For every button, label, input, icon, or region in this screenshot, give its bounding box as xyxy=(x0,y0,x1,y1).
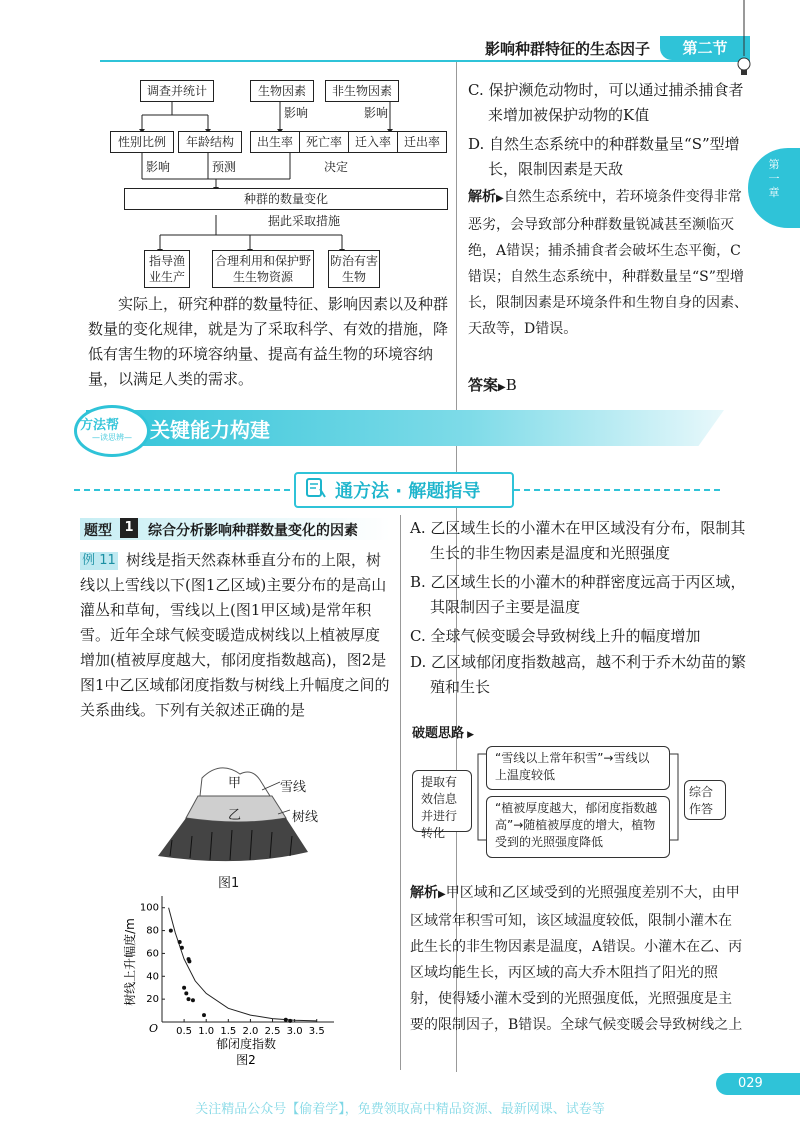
thinking-label: 破题思路 ▶ xyxy=(412,726,475,741)
fig1-region-jia: 甲 xyxy=(228,776,242,791)
data-point xyxy=(182,986,186,990)
analysis-main-text: 甲区域和乙区域受到的光照强度差别不大，由甲区域常年积雪可知，该区域温度较低，限制小灌木在此生长的非生物因素是温度，A错误。小灌木在乙、丙区域均能生长，丙区域的高大乔木阻挡了阳光的照射，使得矮小灌木受到的光照强度低，光照强度是主要的限制因子，B错误。全球气候变暖会导致树线之上 xyxy=(410,885,743,1033)
option-d: D. 乙区域郁闭度指数越高，越不利于乔木幼苗的繁殖和生长 xyxy=(410,653,747,696)
box-fishery: 指导渔业生产 xyxy=(144,250,190,288)
x-tick-label: 0.5 xyxy=(176,1026,193,1037)
header-divider xyxy=(100,60,750,62)
fig1-region-yi: 乙 xyxy=(228,808,242,823)
data-point xyxy=(284,1018,288,1022)
box-emigration-rate: 迁出率 xyxy=(403,135,440,149)
analysis-label: 解析 xyxy=(468,189,496,205)
box-rates xyxy=(250,131,447,153)
document-pen-icon xyxy=(304,477,326,499)
label-influence-2: 影响 xyxy=(364,106,389,120)
label-predict: 预测 xyxy=(212,160,237,174)
thinking-left-box: 提取有效信息并进行转化 xyxy=(412,770,472,832)
data-point xyxy=(191,998,195,1002)
x-tick-label: 2.5 xyxy=(264,1026,281,1037)
analysis-main-label: 解析 xyxy=(410,885,438,901)
option-c: C. 全球气候变暖会导致树线上升的幅度增加 xyxy=(410,627,701,645)
y-tick-label: 60 xyxy=(146,948,159,960)
data-point xyxy=(187,959,191,963)
page-number: 029 xyxy=(716,1073,800,1095)
y-tick-label: 40 xyxy=(146,971,159,983)
box-age-structure: 年龄结构 xyxy=(178,131,242,153)
fig1-treeline-label: 树线 xyxy=(292,810,319,825)
thinking-bottom-box: “植被厚度越大，郁闭度指数越高”→随植被厚度的增大，植物受到的光照强度降低 xyxy=(486,796,670,858)
analysis-text: 自然生态系统中，若环境条件变得非常恶劣，会导致部分种群数量锐减甚至濒临灭绝，A错误；捕杀捕食者会破坏生态平衡，C错误；自然生态系统中，种群数量呈“S”型增长，限制因素是环境条件和生物自身的因素、天敌等，D错误。 xyxy=(468,189,748,337)
analysis-prev: 解析▶自然生态系统中，若环境条件变得非常恶劣，会导致部分种群数量锐减甚至濒临灭绝，A错误；捕杀捕食者会破坏生态平衡，C错误；自然生态系统中，种群数量呈“S”型增长，限制因素是环境条件和生物自身的因素、天敌等，D错误。 xyxy=(468,189,748,337)
answer-label: 答案 xyxy=(468,376,499,394)
box-birth-rate: 出生率 xyxy=(251,132,300,152)
data-point xyxy=(180,946,184,950)
option-d-prev: D. 自然生态系统中的种群数量呈“S”型增长，限制因素是天敌 xyxy=(468,135,740,178)
box-death-rate: 死亡率 xyxy=(300,132,349,152)
fig2-caption: 图2 xyxy=(236,1053,256,1067)
data-point xyxy=(187,997,191,1001)
box-population-change: 种群的数量变化 xyxy=(124,188,448,210)
box-wildlife: 合理利用和保护野生生物资源 xyxy=(212,250,314,288)
question-type-number: 1 xyxy=(120,518,138,538)
option-c-prev: C. 保护濒危动物时，可以通过捕杀捕食者来增加被保护动物的K值 xyxy=(468,81,744,124)
thinking-right-box: 综合作答 xyxy=(684,780,726,820)
label-decide: 决定 xyxy=(324,160,349,174)
label-influence-1: 影响 xyxy=(284,106,309,120)
data-point xyxy=(202,1013,206,1017)
banner-title: 关键能力构建 xyxy=(150,418,270,442)
question-stem: 树线是指天然森林垂直分布的上限，树线以上雪线以下(图1乙区域)主要分布的是高山灌丛和草甸，雪线以上(图1甲区域)是常年积雪。近年全球气候变暖造成树线以上植被厚度增加(植被厚度越大，郁闭度指数越高)，图2是图1中乙区域郁闭度指数与树线上升幅度之间的关系曲线。下列有关叙述正确的是 xyxy=(80,551,390,719)
y-tick-label: 80 xyxy=(146,925,159,937)
option-a: A. 乙区域生长的小灌木在甲区域没有分布，限制其生长的非生物因素是温度和光照强度 xyxy=(410,519,746,562)
box-survey: 调查并统计 xyxy=(140,80,214,102)
y-axis-label: 树线上升幅度/m xyxy=(123,918,137,1006)
origin-label: O xyxy=(148,1022,158,1035)
section-title: 通方法 · 解题指导 xyxy=(335,481,481,502)
footer-promo: 关注精品公众号【偷着学】，免费领取高中精品资源、最新网课、试卷等 xyxy=(195,1102,605,1117)
method-badge-text: 方法帮 xyxy=(80,418,120,433)
box-immigration-rate: 迁入率 xyxy=(349,132,398,152)
fig1-caption: 图1 xyxy=(218,876,240,891)
data-point xyxy=(169,929,173,933)
data-point xyxy=(178,940,182,944)
x-tick-label: 3.5 xyxy=(308,1026,325,1037)
x-tick-label: 2.0 xyxy=(242,1026,259,1037)
question-type-label: 题型 xyxy=(84,523,112,539)
label-take-measures: 据此采取措施 xyxy=(268,214,341,228)
header-section-tag: 第二节 xyxy=(660,36,750,60)
box-abio-factor: 非生物因素 xyxy=(325,80,399,102)
y-tick-label: 100 xyxy=(139,902,159,914)
lightbulb-icon xyxy=(732,0,756,80)
thinking-top-box: “雪线以上常年积雪”→雪线以上温度较低 xyxy=(486,746,670,790)
answer-value: B xyxy=(505,376,517,394)
box-pest: 防治有害生物 xyxy=(328,250,380,288)
y-tick-label: 20 xyxy=(146,994,159,1006)
header-title: 影响种群特征的生态因子 xyxy=(484,40,650,58)
analysis-main: 解析▶甲区域和乙区域受到的光照强度差别不大，由甲区域常年积雪可知，该区域温度较低，限制小灌木在此生长的非生物因素是温度，A错误。小灌木在乙、丙区域均能生长，丙区域的高大乔木阻挡了阳光的照射，使得矮小灌木受到的光照强度低，光照强度是主要的限制因子，B错误。全球气候变暖会导致树线之上 xyxy=(410,885,743,1033)
label-affect: 影响 xyxy=(146,160,171,174)
option-b: B. 乙区域生长的小灌木的种群密度远高于丙区域，其限制因子主要是温度 xyxy=(410,573,746,616)
answer-prev: 答案▶B xyxy=(468,376,517,394)
chart-fig2 xyxy=(120,892,340,1072)
box-sex-ratio: 性别比例 xyxy=(110,131,174,153)
box-bio-factor: 生物因素 xyxy=(250,80,314,102)
column-divider-bottom xyxy=(400,515,401,1070)
data-point xyxy=(184,991,188,995)
x-tick-label: 1.0 xyxy=(198,1026,215,1037)
data-point xyxy=(288,1019,292,1023)
example-tag: 例 11 xyxy=(80,552,118,570)
method-badge-sub: —读思辨— xyxy=(92,433,132,442)
left-paragraph: 实际上，研究种群的数量特征、影响因素以及种群数量的变化规律，就是为了采取科学、有效的措施，降低有害生物的环境容纳量、提高有益生物的环境容纳量，以满足人类的需求。 xyxy=(88,295,449,388)
fit-curve xyxy=(169,908,317,1021)
x-tick-label: 3.0 xyxy=(286,1026,303,1037)
chapter-side-tab: 第一章 xyxy=(748,148,800,228)
question-type-title: 综合分析影响种群数量变化的因素 xyxy=(148,523,358,539)
fig1-snowline-label: 雪线 xyxy=(280,780,307,795)
x-tick-label: 1.5 xyxy=(220,1026,237,1037)
x-axis-label: 郁闭度指数 xyxy=(215,1037,277,1051)
